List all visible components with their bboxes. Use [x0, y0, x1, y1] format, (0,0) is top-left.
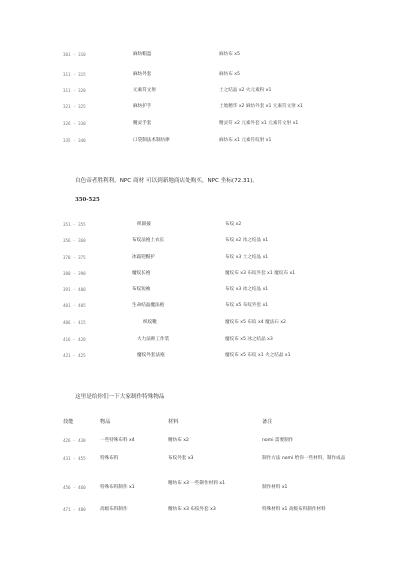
skill-range: 356 - 360	[63, 238, 86, 243]
skill-range: 426 - 430	[63, 438, 86, 443]
item-name: 麻纺护手	[133, 104, 152, 109]
table-row	[0, 506, 400, 514]
skill-range: 456 - 460	[63, 485, 86, 490]
note: 制作材料 x1	[262, 485, 288, 490]
item-name: 特殊布料	[100, 456, 119, 461]
item-name: 魔纹长袍	[132, 271, 151, 276]
table-row	[0, 253, 400, 263]
materials: 魔纹布 x3 布纹外套 x1 魔纹布 x1	[225, 271, 296, 276]
skill-range: 421 - 425	[63, 353, 86, 358]
table-row	[0, 318, 400, 328]
column-header-item: 物品	[100, 419, 111, 425]
materials: 精纺布 x2	[168, 438, 189, 443]
table-row	[0, 86, 400, 96]
column-header-note: 备注	[262, 419, 273, 425]
table-row	[0, 285, 400, 295]
skill-range: 321 - 325	[63, 104, 86, 109]
item-name: 高级布料制作	[100, 507, 128, 512]
table-row	[0, 102, 400, 112]
skill-range: 380 - 390	[63, 271, 86, 276]
skill-range: 416 - 420	[63, 337, 86, 342]
skill-range: 335 - 340	[63, 138, 86, 143]
skill-range: 391 - 400	[63, 287, 86, 292]
materials: 精灵符 x2 元素外套 x1 元素符文射 x1	[219, 121, 299, 126]
skill-range: 401 - 405	[63, 303, 86, 308]
table-row	[0, 301, 400, 311]
column-header-material: 材料	[168, 419, 179, 425]
item-name: 布纹短袖	[132, 287, 151, 292]
materials: 麻纺布 x5	[219, 52, 240, 57]
materials: 魔纹布 x5 布纹 x1 火之结晶 x1	[225, 353, 291, 358]
item-name: 布纹法袍上衣长	[132, 238, 165, 243]
materials: 麻纺布 x1 元素符纹射 x1	[219, 138, 272, 143]
materials: 麻纺布 x5	[219, 72, 240, 77]
skill-range: 406 - 415	[63, 320, 86, 325]
table-row	[0, 220, 400, 230]
skill-range: 351 - 355	[63, 222, 86, 227]
item-name: 织锦披	[137, 222, 151, 227]
item-name: 冰霜兜帽护	[132, 255, 155, 260]
skill-range: 370 - 375	[63, 255, 86, 260]
intro-text: 这里是给你们一下大家制作特殊物品	[75, 394, 165, 400]
note: nomi 需要制作	[262, 438, 294, 443]
item-name: 口袋制法术制仿律	[133, 138, 170, 143]
skill-range: 431 - 455	[63, 456, 86, 461]
note: 特殊材料 x1 高级布料制作材料	[262, 507, 326, 512]
note: 制作方法 nomi 给你一些材料，制作成品	[262, 456, 346, 461]
table-row	[0, 335, 400, 345]
table-row	[0, 50, 400, 60]
item-name: 织纹靴	[143, 320, 157, 325]
materials: 布纹外套 x3	[168, 456, 194, 461]
table-row	[0, 437, 400, 445]
item-name: 魔纹外套法袍	[137, 353, 165, 358]
materials: 土地精华 x2 麻纺外套 x1 元素符文射 x1	[219, 104, 303, 109]
skill-range: 311 - 320	[63, 88, 86, 93]
item-name: 麻纺外套	[133, 72, 152, 77]
skill-range: 326 - 330	[63, 121, 86, 126]
table-row	[0, 136, 400, 146]
skill-range: 471 - 480	[63, 507, 86, 512]
skill-range: 301 - 310	[63, 52, 86, 57]
skill-range: 311 - 315	[63, 72, 86, 77]
section-title: 350-525	[75, 197, 100, 203]
table-row	[0, 351, 400, 361]
table-row	[0, 236, 400, 246]
column-header-range: 技能	[63, 419, 74, 425]
item-name: 大力法师工作装	[137, 337, 170, 342]
materials: 布纹 x2 冰之结晶 x1	[225, 238, 269, 243]
materials: 精纺布 x3 布纹外套 x3	[168, 507, 216, 512]
item-name: 生命结晶魔法袍	[132, 303, 165, 308]
npc-note: 自色帝者胜利利，NPC 商材 可以到新地商店处购买，NPC 坐标(72.31)。	[75, 178, 258, 184]
item-name: 麻纺帽盔	[133, 52, 152, 57]
materials: 土之结晶 x2 火元素粉 x1	[219, 88, 272, 93]
materials: 魔纹布 x5 布纹 x4 魔法石 x2	[225, 320, 286, 325]
materials: 布纹 x3 土之结晶 x1	[225, 255, 269, 260]
item-name: 特殊布料制作 x1	[100, 485, 135, 490]
materials: 精纺布 x3 一些制作材料 x1	[168, 481, 226, 486]
table-row	[0, 269, 400, 279]
materials: 布纹 x5 布纹外套 x1	[225, 303, 269, 308]
table-row	[0, 455, 400, 471]
materials: 布纹 x3 冰之结晶 x1	[225, 287, 269, 292]
table-row	[0, 70, 400, 80]
item-name: 一些特殊布料 x4	[100, 438, 135, 443]
item-name: 元素符文射	[133, 88, 156, 93]
materials: 布纹 x2	[225, 222, 242, 227]
table-row	[0, 480, 400, 496]
materials: 魔纹布 x5 冰之结晶 x3	[225, 337, 273, 342]
table-row	[0, 119, 400, 129]
item-name: 精灵手套	[133, 121, 152, 126]
